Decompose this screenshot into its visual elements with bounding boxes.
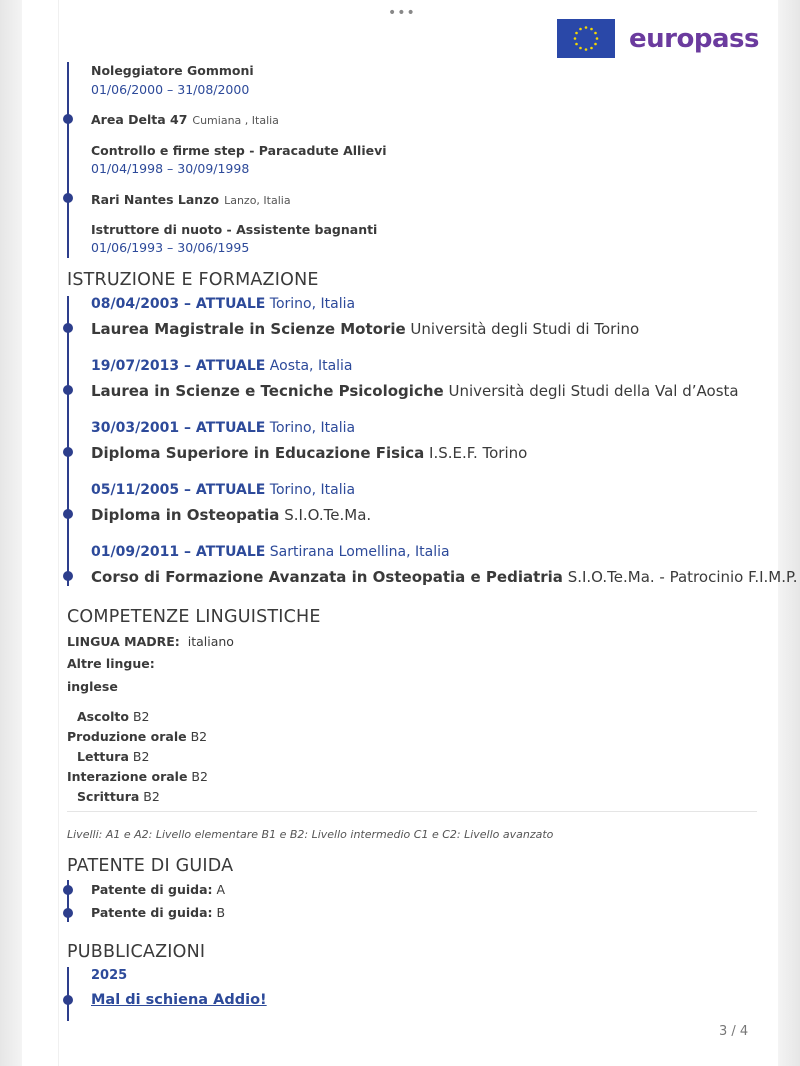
- education-title: Laurea Magistrale in Scienze Motorie Università degli Studi di Torino: [91, 320, 640, 338]
- education-title: Corso di Formazione Avanzata in Osteopatia e Pediatria S.I.O.Te.Ma. - Patrocinio F.I.M.P.: [91, 568, 798, 586]
- license-item: Patente di guida: A: [91, 882, 226, 897]
- skill-writing: Scrittura B2: [77, 789, 160, 804]
- publication-year: 2025: [91, 968, 128, 983]
- job-title: Istruttore di nuoto - Assistente bagnanti: [91, 222, 378, 237]
- skill-reading: Lettura B2: [77, 749, 150, 764]
- timeline-dot: [63, 885, 73, 895]
- section-heading-education: ISTRUZIONE E FORMAZIONE: [67, 270, 319, 290]
- timeline-dot: [63, 995, 73, 1005]
- publication-link[interactable]: Mal di schiena Addio!: [91, 992, 267, 1008]
- eu-flag-icon: [557, 19, 615, 58]
- employer-location: Cumiana , Italia: [192, 114, 279, 127]
- viewer-background-left: [0, 0, 22, 1066]
- page-margin-line: [58, 0, 59, 1066]
- timeline-dot: [63, 509, 73, 519]
- language-levels-legend: Livelli: A1 e A2: Livello elementare B1 e B2: Livello intermedio C1 e C2: Livello avanzato: [67, 828, 554, 841]
- timeline-dot: [63, 114, 73, 124]
- language-name: inglese: [67, 679, 118, 694]
- employer: Rari Nantes Lanzo Lanzo, Italia: [91, 192, 291, 207]
- timeline-dot: [63, 323, 73, 333]
- education-title: Diploma Superiore in Educazione Fisica I.S.E.F. Torino: [91, 444, 528, 462]
- employer-location: Lanzo, Italia: [224, 194, 291, 207]
- page-number: 3 / 4: [719, 1024, 749, 1039]
- education-title: Laurea in Scienze e Tecniche Psicologiche Università degli Studi della Val d’Aosta: [91, 382, 739, 400]
- timeline-dot: [63, 447, 73, 457]
- education-date: 01/09/2011 – ATTUALE Sartirana Lomellina, Italia: [91, 544, 450, 560]
- education-date: 08/04/2003 – ATTUALE Torino, Italia: [91, 296, 356, 312]
- education-date: 05/11/2005 – ATTUALE Torino, Italia: [91, 482, 356, 498]
- timeline-dot: [63, 193, 73, 203]
- skill-spoken-production: Produzione orale B2: [67, 729, 208, 744]
- job-dates: 01/04/1998 – 30/09/1998: [91, 161, 250, 176]
- more-options-icon[interactable]: •••: [388, 5, 416, 21]
- europass-wordmark: europass: [629, 23, 759, 54]
- education-date: 30/03/2001 – ATTUALE Torino, Italia: [91, 420, 356, 436]
- mother-tongue: LINGUA MADRE: italiano: [67, 634, 234, 649]
- section-heading-license: PATENTE DI GUIDA: [67, 856, 234, 876]
- license-item: Patente di guida: B: [91, 905, 226, 920]
- viewer-background-right: [778, 0, 800, 1066]
- timeline-dot: [63, 571, 73, 581]
- employer: Area Delta 47 Cumiana , Italia: [91, 112, 279, 127]
- job-dates: 01/06/2000 – 31/08/2000: [91, 82, 250, 97]
- europass-logo: [557, 19, 759, 58]
- timeline-dot: [63, 908, 73, 918]
- education-title: Diploma in Osteopatia S.I.O.Te.Ma.: [91, 506, 372, 524]
- education-timeline: [67, 296, 69, 586]
- publications-timeline: [67, 967, 69, 1021]
- job-title: Controllo e firme step - Paracadute Allievi: [91, 143, 387, 158]
- job-title: Noleggiatore Gommoni: [91, 63, 254, 78]
- other-languages-label: Altre lingue:: [67, 656, 155, 671]
- job-dates: 01/06/1993 – 30/06/1995: [91, 240, 250, 255]
- timeline-dot: [63, 385, 73, 395]
- skill-listening: Ascolto B2: [77, 709, 150, 724]
- divider: [67, 811, 757, 812]
- experience-timeline: [67, 62, 69, 258]
- section-heading-publications: PUBBLICAZIONI: [67, 942, 206, 962]
- section-heading-languages: COMPETENZE LINGUISTICHE: [67, 607, 321, 627]
- skill-spoken-interaction: Interazione orale B2: [67, 769, 208, 784]
- education-date: 19/07/2013 – ATTUALE Aosta, Italia: [91, 358, 353, 374]
